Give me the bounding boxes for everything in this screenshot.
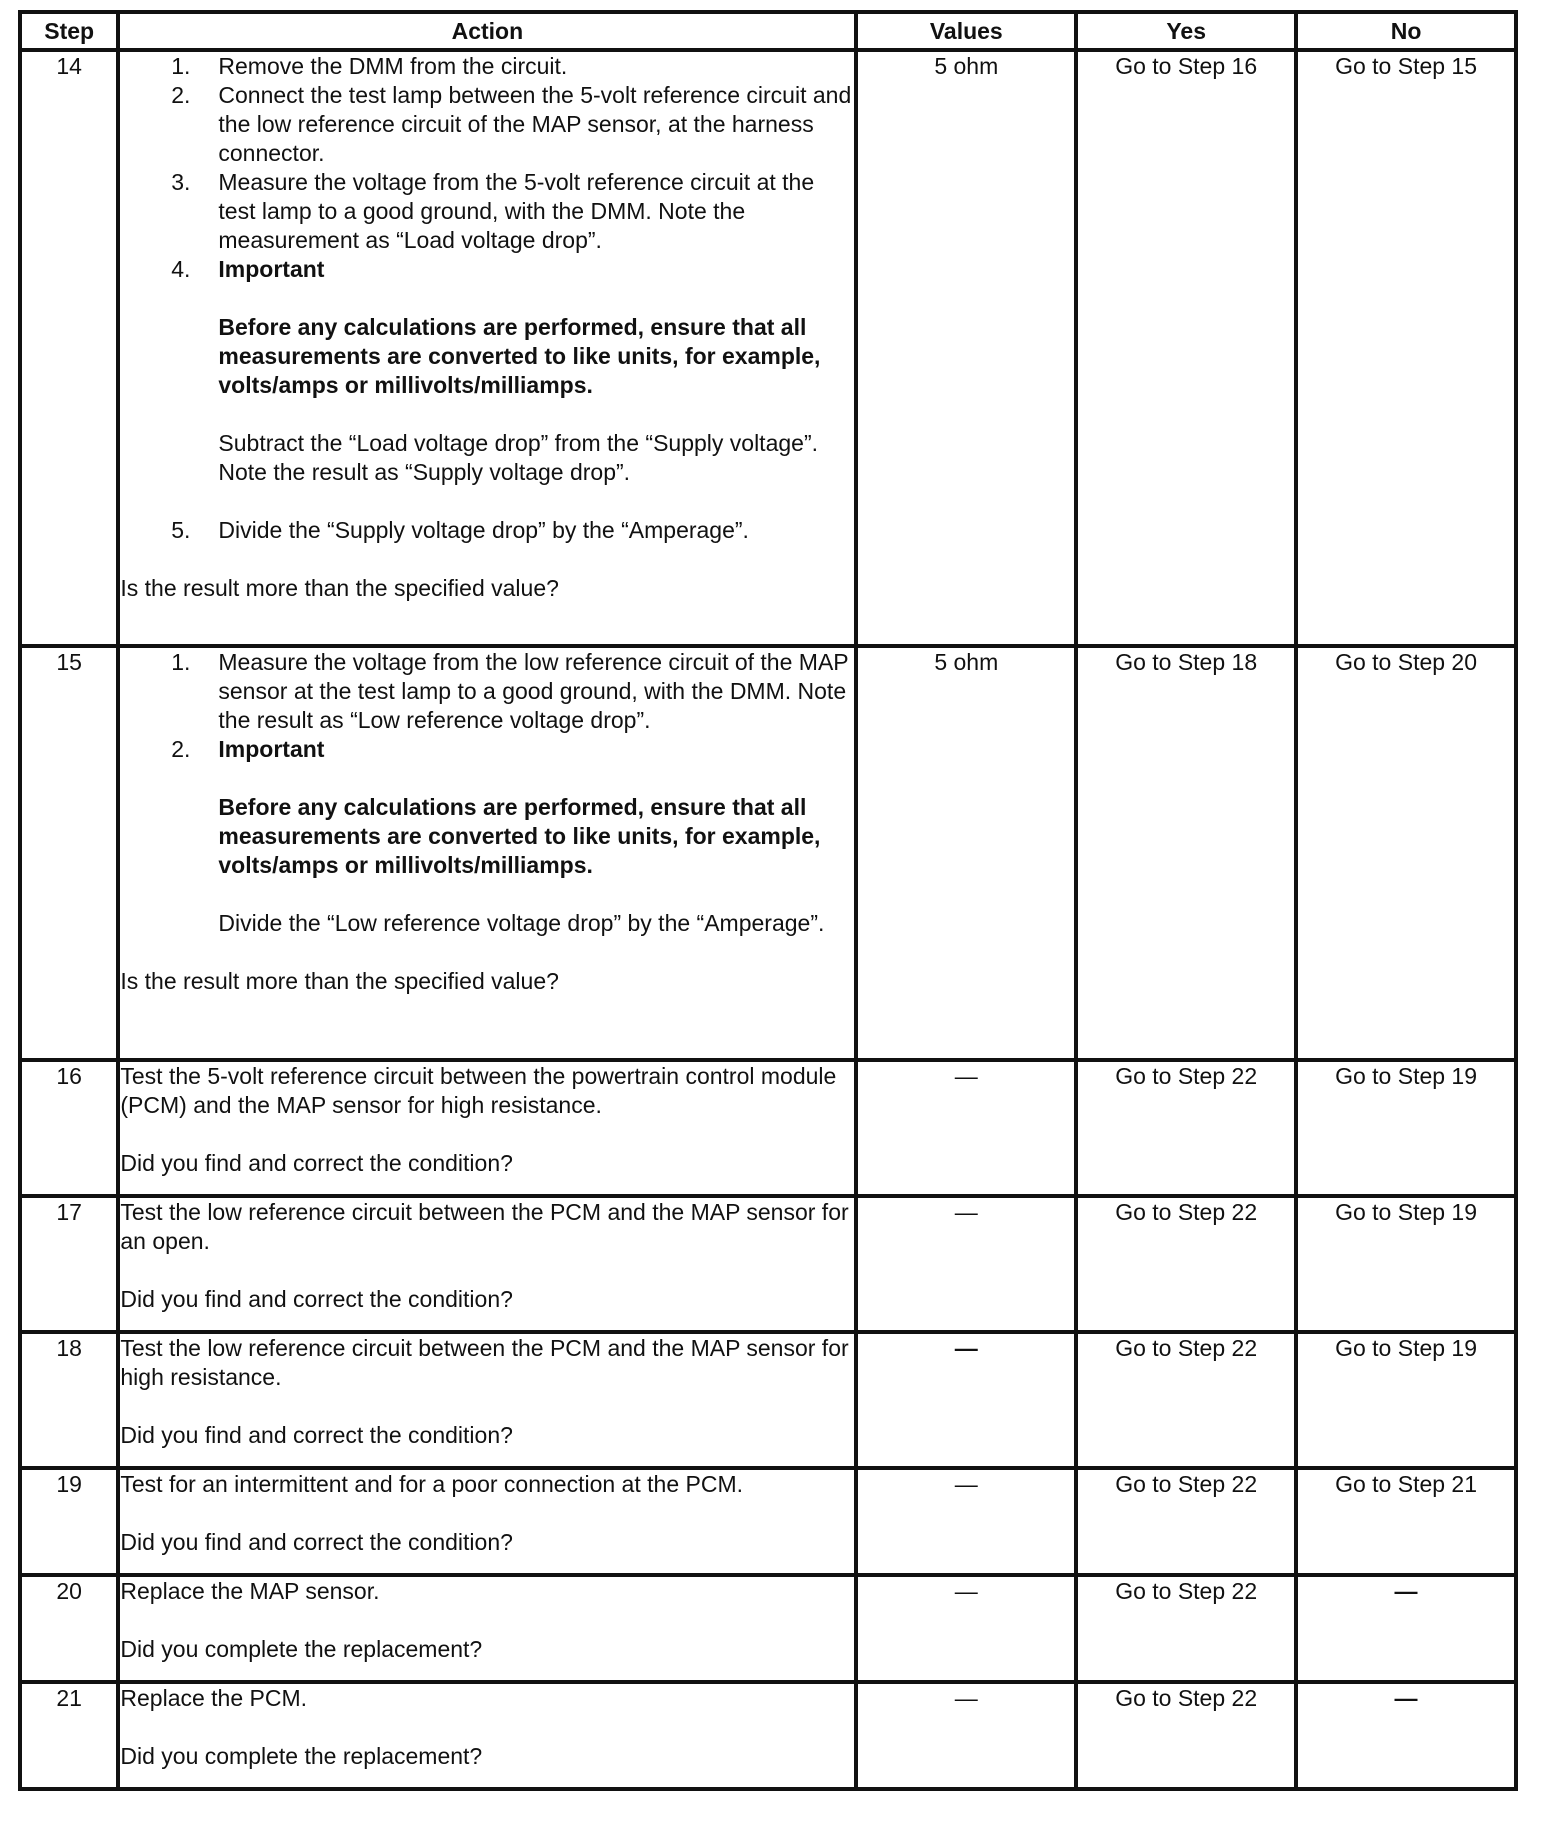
value-cell: 5 ohm	[856, 646, 1076, 1060]
yes-cell: Go to Step 22	[1076, 1575, 1296, 1682]
no-cell: Go to Step 19	[1296, 1196, 1516, 1332]
list-item: 1. Remove the DMM from the circuit.	[171, 53, 568, 79]
value-cell: 5 ohm	[856, 50, 1076, 646]
action-cell	[118, 1575, 856, 1682]
important-warning: Before any calculations are performed, ensure that all measurements are converted to like units, for example, volts/amps or millivolts/milliamps.	[218, 314, 821, 398]
yes-cell: Go to Step 16	[1076, 50, 1296, 646]
action-cell	[118, 646, 856, 1060]
value-cell: —	[856, 1196, 1076, 1332]
table-row-step-15	[20, 646, 1516, 1060]
action-question: Did you complete the replacement?	[120, 1743, 483, 1769]
table-header-row	[20, 12, 1516, 50]
no-cell: Go to Step 20	[1296, 646, 1516, 1060]
action-question: Did you find and correct the condition?	[120, 1422, 513, 1448]
action-question: Did you find and correct the condition?	[120, 1150, 513, 1176]
step-number: 18	[20, 1332, 118, 1468]
action-text: Test the low reference circuit between the PCM and the MAP sensor for an open.	[120, 1199, 849, 1254]
table-row-step-18	[20, 1332, 1516, 1468]
table-row-step-16	[20, 1060, 1516, 1196]
action-text: Replace the PCM.	[120, 1685, 308, 1711]
action-cell	[118, 50, 856, 646]
no-cell: Go to Step 21	[1296, 1468, 1516, 1575]
action-steps-list	[120, 648, 854, 967]
action-question: Did you complete the replacement?	[120, 1636, 483, 1662]
step-number: 16	[20, 1060, 118, 1196]
step-number: 19	[20, 1468, 118, 1575]
yes-cell: Go to Step 22	[1076, 1682, 1296, 1789]
no-cell: —	[1296, 1575, 1516, 1682]
table-row-step-17	[20, 1196, 1516, 1332]
action-cell	[118, 1196, 856, 1332]
list-item: 1. Measure the voltage from the low reference circuit of the MAP sensor at the test lamp to a good ground, with the DMM. Note the result as “Low reference voltage drop”.	[171, 649, 849, 733]
yes-cell: Go to Step 22	[1076, 1196, 1296, 1332]
step-note: Divide the “Low reference voltage drop” by the “Amperage”.	[218, 910, 825, 936]
action-cell	[118, 1682, 856, 1789]
list-item: 2. Connect the test lamp between the 5-volt reference circuit and the low reference circuit of the MAP sensor, at the harness connector.	[171, 82, 852, 166]
action-question: Is the result more than the specified value?	[120, 575, 559, 601]
value-cell: —	[856, 1332, 1076, 1468]
yes-cell: Go to Step 22	[1076, 1332, 1296, 1468]
header-yes: Yes	[1076, 12, 1296, 50]
action-text: Test the low reference circuit between the PCM and the MAP sensor for high resistance.	[120, 1335, 849, 1390]
table-row-step-20	[20, 1575, 1516, 1682]
no-cell: Go to Step 19	[1296, 1060, 1516, 1196]
header-step: Step	[20, 12, 118, 50]
action-text: Test for an intermittent and for a poor connection at the PCM.	[120, 1471, 743, 1497]
yes-cell: Go to Step 18	[1076, 646, 1296, 1060]
header-no: No	[1296, 12, 1516, 50]
important-warning: Before any calculations are performed, ensure that all measurements are converted to like units, for example, volts/amps or millivolts/milliamps.	[218, 794, 821, 878]
no-cell: Go to Step 15	[1296, 50, 1516, 646]
table-row-step-19	[20, 1468, 1516, 1575]
action-cell	[118, 1332, 856, 1468]
action-question: Is the result more than the specified value?	[120, 968, 559, 994]
yes-cell: Go to Step 22	[1076, 1468, 1296, 1575]
step-number: 15	[20, 646, 118, 1060]
step-number: 17	[20, 1196, 118, 1332]
value-cell: —	[856, 1575, 1076, 1682]
action-cell	[118, 1468, 856, 1575]
list-item: 5. Divide the “Supply voltage drop” by the “Amperage”.	[171, 517, 749, 543]
important-label: Important	[218, 736, 325, 762]
table-row-step-14	[20, 50, 1516, 646]
no-cell: Go to Step 19	[1296, 1332, 1516, 1468]
action-text: Test the 5-volt reference circuit between the powertrain control module (PCM) and the MAP sensor for high resistance.	[120, 1063, 837, 1118]
yes-cell: Go to Step 22	[1076, 1060, 1296, 1196]
action-question: Did you find and correct the condition?	[120, 1529, 513, 1555]
value-cell: —	[856, 1468, 1076, 1575]
step-number: 14	[20, 50, 118, 646]
important-label: Important	[218, 256, 325, 282]
action-question: Did you find and correct the condition?	[120, 1286, 513, 1312]
step-number: 21	[20, 1682, 118, 1789]
header-values: Values	[856, 12, 1076, 50]
table-row-step-21	[20, 1682, 1516, 1789]
list-item: 2. Important Before any calculations are performed, ensure that all measurements are converted to like units, for example, volts/amps or millivolts/milliamps. Divide the “Low reference voltage drop” by the “Amperage”.	[120, 735, 854, 967]
diagnostic-table	[18, 10, 1518, 1791]
no-cell: —	[1296, 1682, 1516, 1789]
list-item: 4. Important Before any calculations are performed, ensure that all measurements are converted to like units, for example, volts/amps or millivolts/milliamps. Subtract the “Load voltage drop” from the “Supply voltage”. Note the result as “Supply voltage drop”.	[120, 255, 854, 516]
step-number: 20	[20, 1575, 118, 1682]
action-steps-list	[120, 52, 854, 545]
action-text: Replace the MAP sensor.	[120, 1578, 380, 1604]
value-cell: —	[856, 1682, 1076, 1789]
step-note: Subtract the “Load voltage drop” from the “Supply voltage”. Note the result as “Supply voltage drop”.	[218, 430, 818, 485]
header-action: Action	[118, 12, 856, 50]
list-item: 3. Measure the voltage from the 5-volt reference circuit at the test lamp to a good ground, with the DMM. Note the measurement as “Load voltage drop”.	[171, 169, 815, 253]
action-cell	[118, 1060, 856, 1196]
value-cell: —	[856, 1060, 1076, 1196]
